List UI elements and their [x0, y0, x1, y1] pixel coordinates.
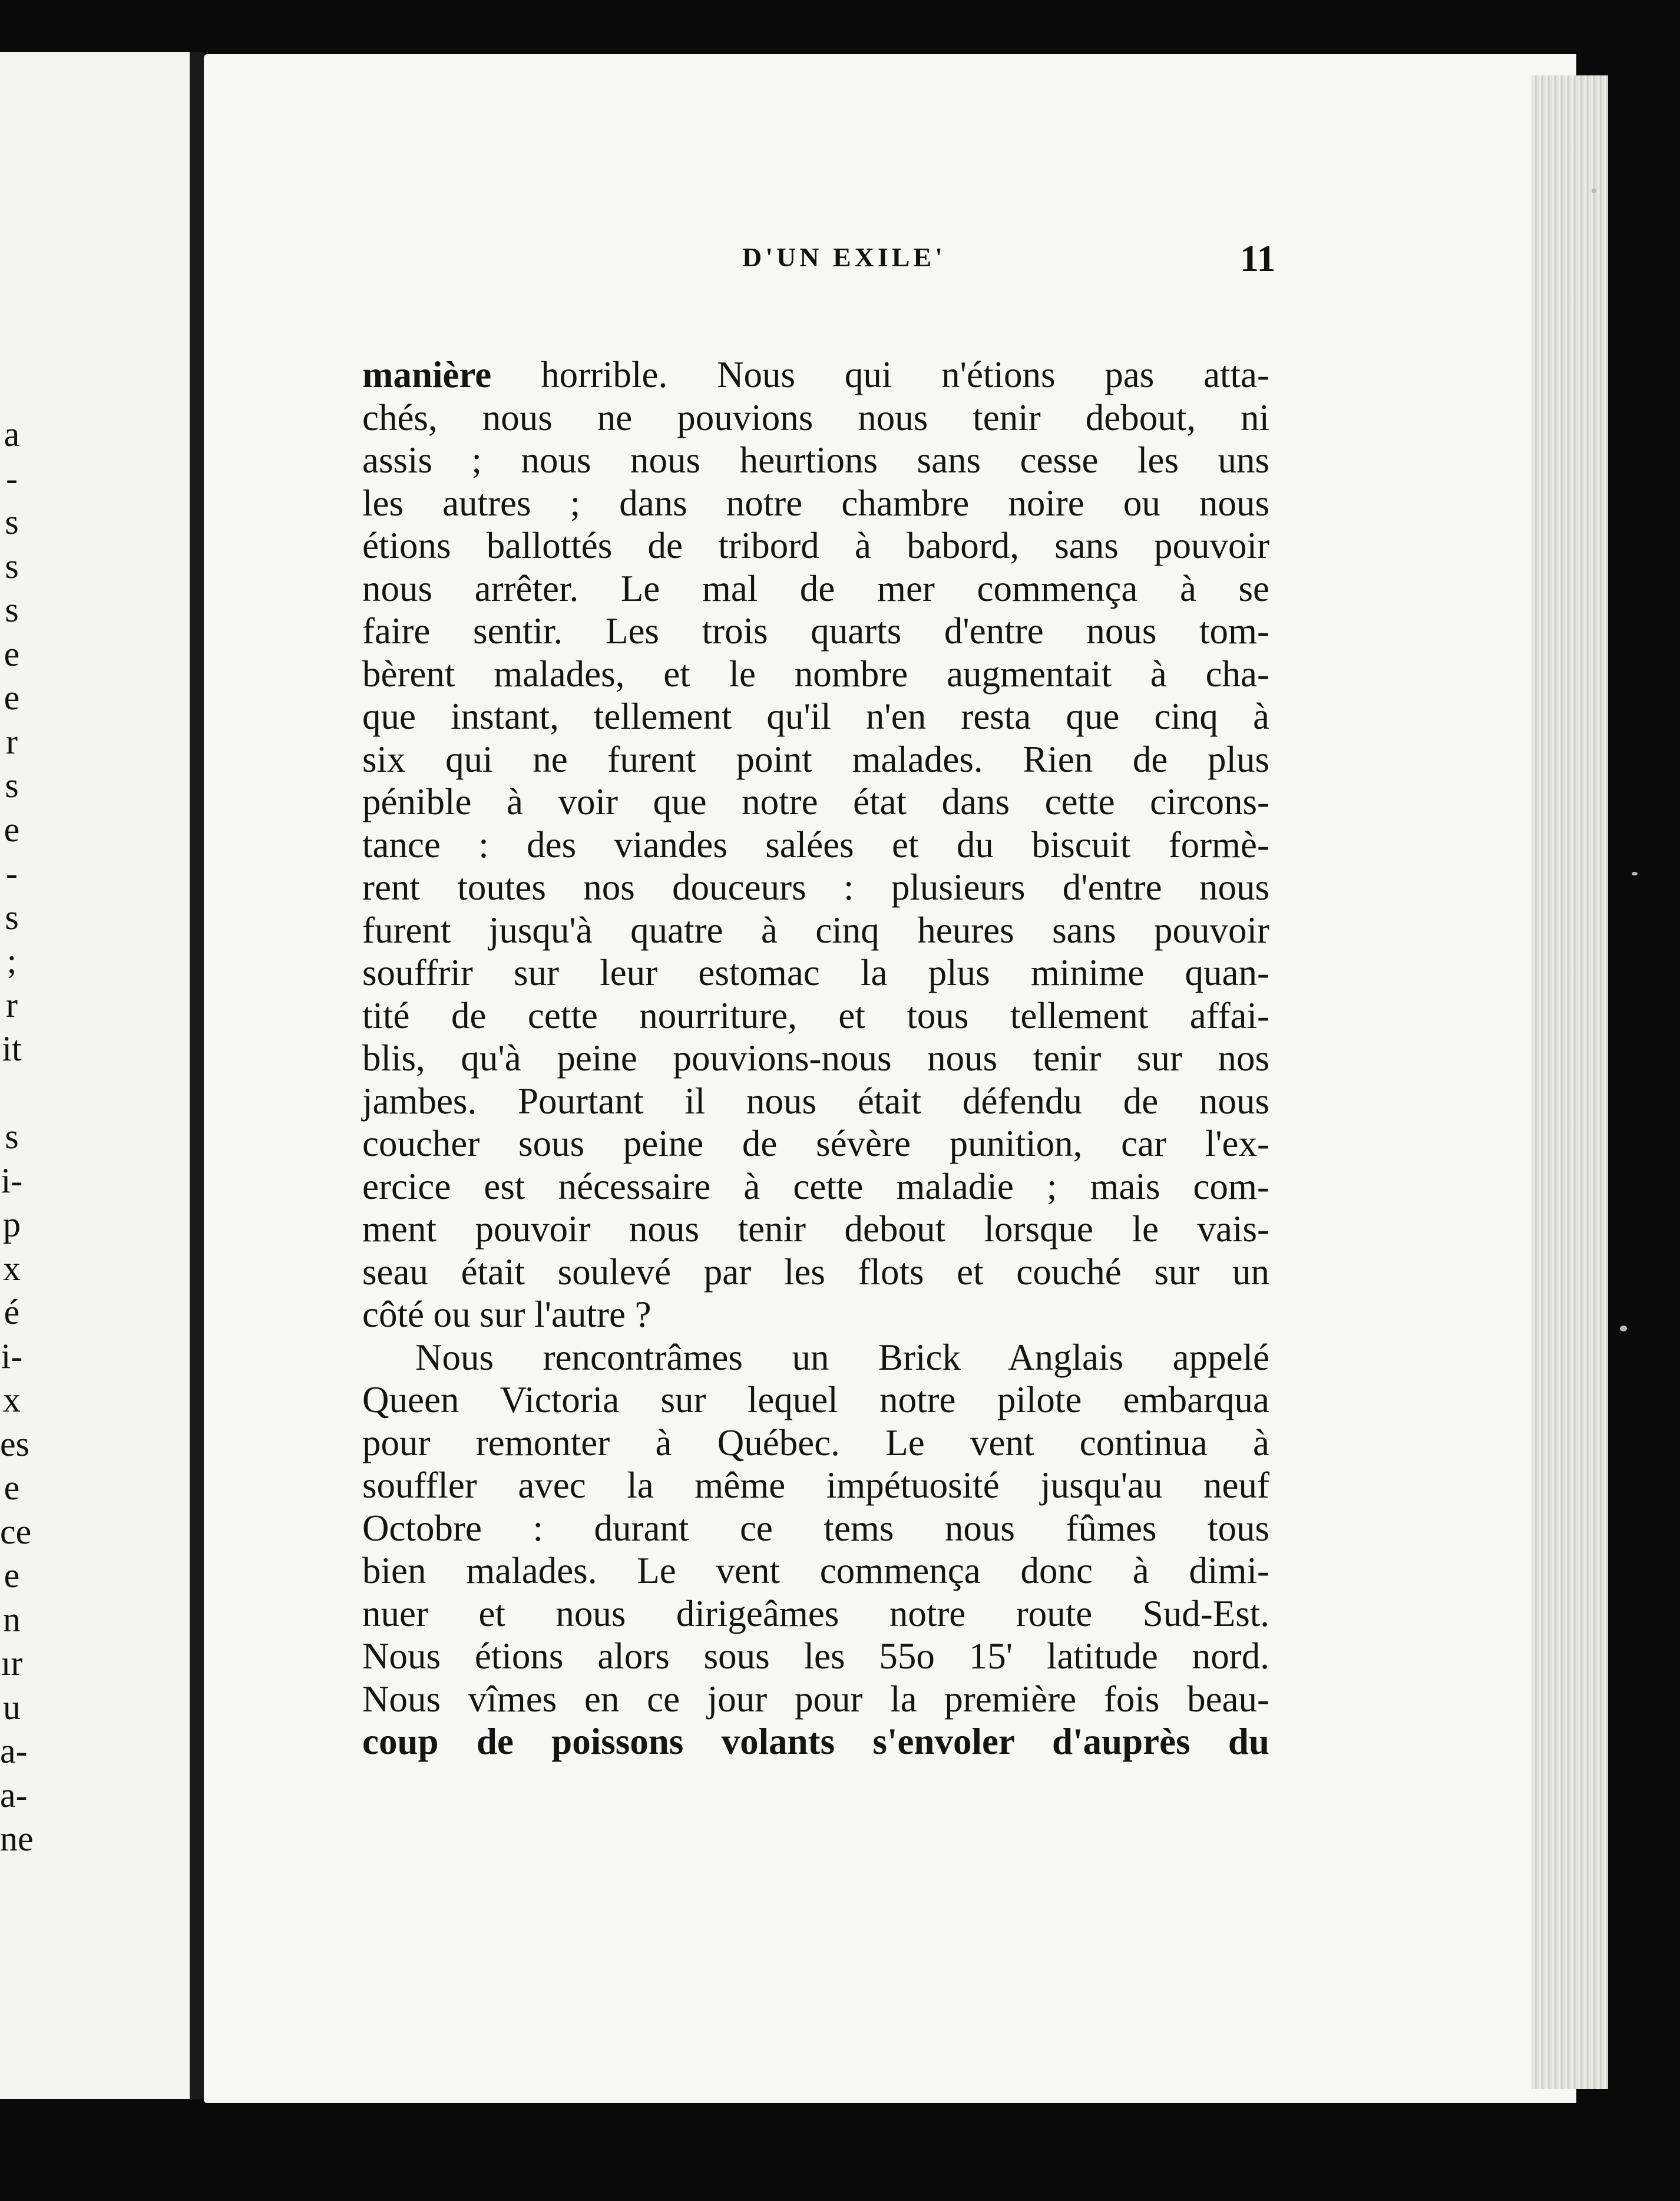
previous-page-line-ending: -	[6, 458, 18, 498]
previous-page-line-ending: s	[5, 897, 19, 937]
previous-page-line-ending: ır	[1, 1644, 23, 1683]
previous-page-line-ending	[0, 1071, 24, 1115]
text-line: Nous étions alors sous les 55o 15' latitude nord.	[362, 1635, 1269, 1677]
text-line: pour remonter à Québec. Le vent continua à	[362, 1422, 1269, 1463]
text-line: souffler avec la même impétuosité jusqu'au neuf	[362, 1465, 1269, 1506]
text-line: bien malades. Le vent commença donc à dimi-	[362, 1550, 1269, 1591]
previous-page-line-endings	[0, 412, 34, 1861]
previous-page-line-ending: -	[6, 854, 18, 893]
text-line: manière horrible. Nous qui n'étions pas atta-	[362, 354, 1269, 395]
text-line: nuer et nous dirigeâmes notre route Sud-Est.	[362, 1592, 1269, 1634]
body-text	[362, 353, 1269, 1763]
previous-page-line-ending: s	[5, 1117, 19, 1156]
page-stack-edge	[1532, 75, 1608, 2089]
text-line: coup de poissons volants s'envoler d'auprès du	[362, 1721, 1269, 1762]
text-line: jambes. Pourtant il nous était défendu de nous	[362, 1080, 1269, 1122]
text-line: que instant, tellement qu'il n'en resta que cinq à	[362, 696, 1269, 737]
previous-page-line-ending: s	[5, 590, 19, 629]
text-line: les autres ; dans notre chambre noire ou nous	[362, 482, 1269, 524]
previous-page-line-ending: u	[3, 1687, 21, 1727]
previous-page-line-ending: e	[4, 1556, 20, 1595]
previous-page-line-ending: p	[3, 1205, 21, 1244]
text-line: rent toutes nos douceurs : plusieurs d'entre nous	[362, 867, 1269, 908]
book-gutter	[190, 52, 204, 2099]
text-line: seau était soulevé par les flots et couché sur un	[362, 1251, 1269, 1293]
previous-page-line-ending: ce	[0, 1512, 32, 1551]
previous-page-line-ending: x	[3, 1248, 21, 1288]
previous-page-line-ending: a-	[0, 1731, 28, 1770]
previous-page-line-ending: e	[4, 809, 20, 849]
text-line: chés, nous ne pouvions nous tenir debout, ni	[362, 396, 1269, 438]
text-line: ercice est nécessaire à cette maladie ; mais com-	[362, 1165, 1269, 1207]
text-line: Octobre : durant ce tems nous fûmes tous	[362, 1507, 1269, 1549]
previous-page-line-ending: r	[6, 985, 18, 1025]
previous-page-line-ending: a-	[0, 1775, 28, 1815]
previous-page-fragment	[0, 52, 190, 2099]
previous-page-line-ending: e	[4, 678, 20, 717]
text-line: furent jusqu'à quatre à cinq heures sans pouvoir	[362, 909, 1269, 951]
text-line: pénible à voir que notre état dans cette circons-	[362, 781, 1269, 822]
text-line: six qui ne furent point malades. Rien de plus	[362, 738, 1269, 780]
text-line: assis ; nous nous heurtions sans cesse les uns	[362, 439, 1269, 481]
previous-page-line-ending: x	[3, 1380, 21, 1419]
text-line: Nous rencontrâmes un Brick Anglais appelé	[415, 1336, 1269, 1378]
text-line: faire sentir. Les trois quarts d'entre nous tom-	[362, 610, 1269, 652]
text-line: coucher sous peine de sévère punition, car l'ex-	[362, 1123, 1269, 1164]
text-line: Queen Victoria sur lequel notre pilote embarqua	[362, 1379, 1269, 1420]
text-line: blis, qu'à peine pouvions-nous nous tenir sur nos	[362, 1037, 1269, 1079]
previous-page-line-ending: e	[4, 1468, 20, 1507]
text-line: Nous vîmes en ce jour pour la première fois beau-	[362, 1678, 1269, 1720]
previous-page-line-ending: s	[5, 546, 19, 586]
previous-page-line-ending: ;	[6, 941, 17, 980]
previous-page-line-ending: i-	[1, 1336, 23, 1376]
previous-page-line-ending: ne	[0, 1819, 34, 1858]
previous-page-line-ending: i-	[1, 1161, 23, 1200]
text-line: côté ou sur l'autre ?	[362, 1294, 652, 1335]
previous-page-line-ending: s	[5, 503, 19, 541]
paper-speck	[1620, 1326, 1627, 1331]
text-line: tité de cette nourriture, et tous tellement affai-	[362, 994, 1269, 1036]
previous-page-line-ending: s	[5, 766, 19, 805]
previous-page-line-ending: r	[6, 722, 18, 761]
running-head: D'UN EXILE'	[742, 242, 946, 272]
previous-page-line-ending: n	[3, 1599, 21, 1639]
text-line: souffrir sur leur estomac la plus minime quan-	[362, 952, 1269, 993]
previous-page-line-ending: es	[0, 1424, 29, 1463]
previous-page-line-ending: e	[4, 634, 20, 673]
text-line: bèrent malades, et le nombre augmentait à cha-	[362, 653, 1269, 695]
previous-page-line-ending: é	[4, 1293, 20, 1331]
text-line: nous arrêter. Le mal de mer commença à se	[362, 567, 1269, 609]
previous-page-line-ending: a	[4, 415, 20, 454]
text-line: ment pouvoir nous tenir debout lorsque le vais-	[362, 1208, 1269, 1250]
text-line: tance : des viandes salées et du biscuit formè-	[362, 824, 1269, 865]
paper-speck	[1632, 872, 1638, 875]
text-line: étions ballottés de tribord à babord, sans pouvoir	[362, 525, 1269, 566]
previous-page-line-ending: it	[2, 1029, 22, 1068]
page-number: 11	[1240, 237, 1276, 279]
paper-speck	[1592, 189, 1596, 193]
